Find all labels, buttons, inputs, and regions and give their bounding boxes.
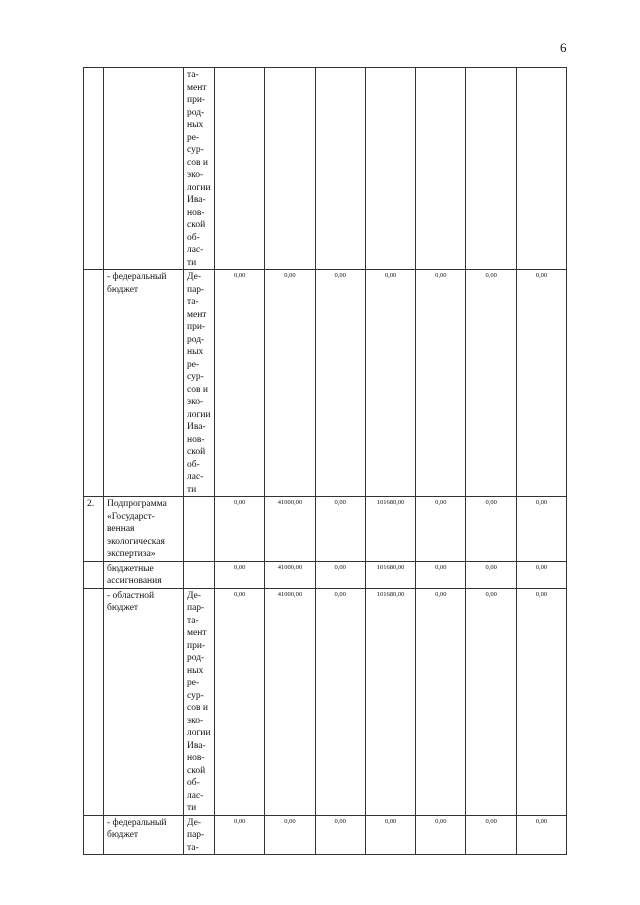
amount-cell: 0,00	[466, 270, 516, 497]
amount-cell: 0,00	[516, 588, 566, 815]
program-name-line: - областной	[107, 590, 155, 601]
administrator-line: пар-	[187, 284, 205, 295]
amount-cell: 0,00	[466, 497, 516, 562]
amount-cell: 0,00	[315, 815, 365, 855]
amount-cell: 0,00	[416, 588, 466, 815]
amount-cell: 101680,00	[365, 588, 415, 815]
program-name-line: экологическая	[107, 536, 165, 547]
program-name-cell	[104, 497, 184, 562]
administrator-line: Де-	[187, 817, 201, 828]
administrator-line: сов и	[187, 384, 208, 395]
row-number	[84, 588, 104, 815]
administrator-line: ре-	[187, 132, 200, 143]
amount-cell: 0,00	[516, 497, 566, 562]
program-name-line: бюджет	[107, 603, 139, 613]
amount-cell: 41000,00	[265, 561, 315, 588]
administrator-line: сов и	[187, 157, 208, 168]
administrator-line: та-	[187, 842, 199, 853]
row-number	[84, 270, 104, 497]
administrator-line: ти	[187, 257, 197, 268]
table-row	[84, 497, 567, 562]
table-row	[84, 815, 567, 855]
administrator-line: та-	[187, 615, 199, 626]
administrator-line: та-	[187, 70, 199, 80]
administrator-line: род-	[187, 107, 205, 118]
administrator-cell	[184, 270, 215, 497]
amount-cell: 41000,00	[265, 588, 315, 815]
administrator-line: логии	[187, 728, 211, 738]
amount-cell: 0,00	[416, 561, 466, 588]
amount-cell: 0,00	[416, 497, 466, 562]
amount-cell: 0,00	[315, 588, 365, 815]
administrator-line: нов-	[187, 434, 205, 445]
amount-cell: 101680,00	[365, 561, 415, 588]
administrator-line: мент	[187, 628, 207, 638]
program-name-line: бюджет	[107, 830, 139, 840]
administrator-line: ской	[187, 765, 206, 776]
amount-cell: 0,00	[365, 270, 415, 497]
administrator-line: об-	[187, 459, 200, 470]
administrator-line: логии	[187, 409, 211, 420]
administrator-line: ской	[187, 220, 206, 230]
table-row	[84, 561, 567, 588]
amount-cell: 0,00	[416, 815, 466, 855]
amount-cell: 0,00	[416, 270, 466, 497]
administrator-line: ре-	[187, 678, 200, 688]
amount-cell: 0,00	[516, 815, 566, 855]
row-number: 2.	[84, 497, 104, 562]
row-number	[84, 68, 104, 270]
administrator-line: ных	[187, 120, 204, 130]
administrator-line: Де-	[187, 272, 201, 282]
administrator-line: мент	[187, 82, 207, 93]
program-name-line: бюджетные	[107, 563, 154, 574]
program-name-line: ассигнования	[107, 576, 162, 586]
row-number	[84, 561, 104, 588]
amount-cell: 0,00	[315, 497, 365, 562]
amount-cell	[215, 68, 265, 270]
amount-cell: 0,00	[265, 270, 315, 497]
program-name-line: - федеральный	[107, 817, 167, 828]
amount-cell: 101680,00	[365, 497, 415, 562]
administrator-line: Де-	[187, 590, 201, 601]
amount-cell	[365, 68, 415, 270]
administrator-line: ской	[187, 447, 206, 457]
program-name-line: бюджет	[107, 284, 139, 295]
amount-cell: 0,00	[466, 561, 516, 588]
table-row	[84, 588, 567, 815]
amount-cell	[466, 68, 516, 270]
administrator-line: нов-	[187, 207, 205, 218]
administrator-line: ти	[187, 484, 197, 495]
administrator-line: лас-	[187, 790, 204, 801]
administrator-line: логии	[187, 182, 211, 193]
table-row	[84, 68, 567, 270]
administrator-cell	[184, 68, 215, 270]
administrator-line: сур-	[187, 690, 204, 701]
amount-cell: 0,00	[215, 270, 265, 497]
program-name-line: «Государст-	[107, 511, 155, 522]
amount-cell: 0,00	[516, 270, 566, 497]
administrator-cell	[184, 588, 215, 815]
administrator-line: лас-	[187, 245, 204, 255]
administrator-line: нов-	[187, 753, 205, 763]
administrator-line: ных	[187, 347, 204, 357]
administrator-line: при-	[187, 322, 206, 332]
amount-cell: 0,00	[215, 561, 265, 588]
administrator-line: сов и	[187, 703, 208, 713]
administrator-line: ти	[187, 803, 197, 813]
administrator-line: Ива-	[187, 422, 206, 432]
program-name-line: Подпрограмма	[107, 499, 167, 509]
program-funding-table	[83, 67, 567, 855]
administrator-cell	[184, 815, 215, 855]
amount-cell: 0,00	[516, 561, 566, 588]
program-name-cell	[104, 561, 184, 588]
administrator-line: ных	[187, 665, 204, 676]
administrator-line: лас-	[187, 472, 204, 482]
administrator-line: ре-	[187, 359, 200, 370]
administrator-line: сур-	[187, 372, 204, 382]
administrator-line: пар-	[187, 830, 205, 840]
amount-cell	[265, 68, 315, 270]
table-row	[84, 270, 567, 497]
page-number: 6	[560, 40, 567, 55]
administrator-line: род-	[187, 653, 205, 663]
administrator-line: Ива-	[187, 195, 206, 205]
amount-cell: 41000,00	[265, 497, 315, 562]
administrator-line: та-	[187, 297, 199, 307]
administrator-line: мент	[187, 309, 207, 320]
amount-cell: 0,00	[215, 815, 265, 855]
administrator-line: род-	[187, 334, 205, 345]
row-number	[84, 815, 104, 855]
administrator-line: эко-	[187, 715, 204, 726]
administrator-cell	[184, 561, 215, 588]
amount-cell: 0,00	[466, 588, 516, 815]
administrator-line: эко-	[187, 170, 204, 180]
administrator-line: об-	[187, 778, 200, 788]
administrator-line: сур-	[187, 145, 204, 155]
program-name-line: венная	[107, 524, 135, 534]
administrator-line: эко-	[187, 397, 204, 407]
amount-cell: 0,00	[215, 588, 265, 815]
administrator-line: при-	[187, 95, 206, 105]
program-name-line: экспертиза»	[107, 549, 156, 559]
administrator-line: об-	[187, 232, 200, 243]
amount-cell: 0,00	[215, 497, 265, 562]
program-name-line: - федеральный	[107, 272, 167, 282]
amount-cell: 0,00	[466, 815, 516, 855]
program-name-cell	[104, 68, 184, 270]
amount-cell: 0,00	[265, 815, 315, 855]
amount-cell	[315, 68, 365, 270]
administrator-cell	[184, 497, 215, 562]
amount-cell	[516, 68, 566, 270]
program-name-cell	[104, 815, 184, 855]
amount-cell	[416, 68, 466, 270]
administrator-line: пар-	[187, 603, 205, 613]
program-name-cell	[104, 588, 184, 815]
amount-cell: 0,00	[365, 815, 415, 855]
amount-cell: 0,00	[315, 561, 365, 588]
administrator-line: Ива-	[187, 740, 206, 751]
program-name-cell	[104, 270, 184, 497]
administrator-line: при-	[187, 640, 206, 651]
amount-cell: 0,00	[315, 270, 365, 497]
